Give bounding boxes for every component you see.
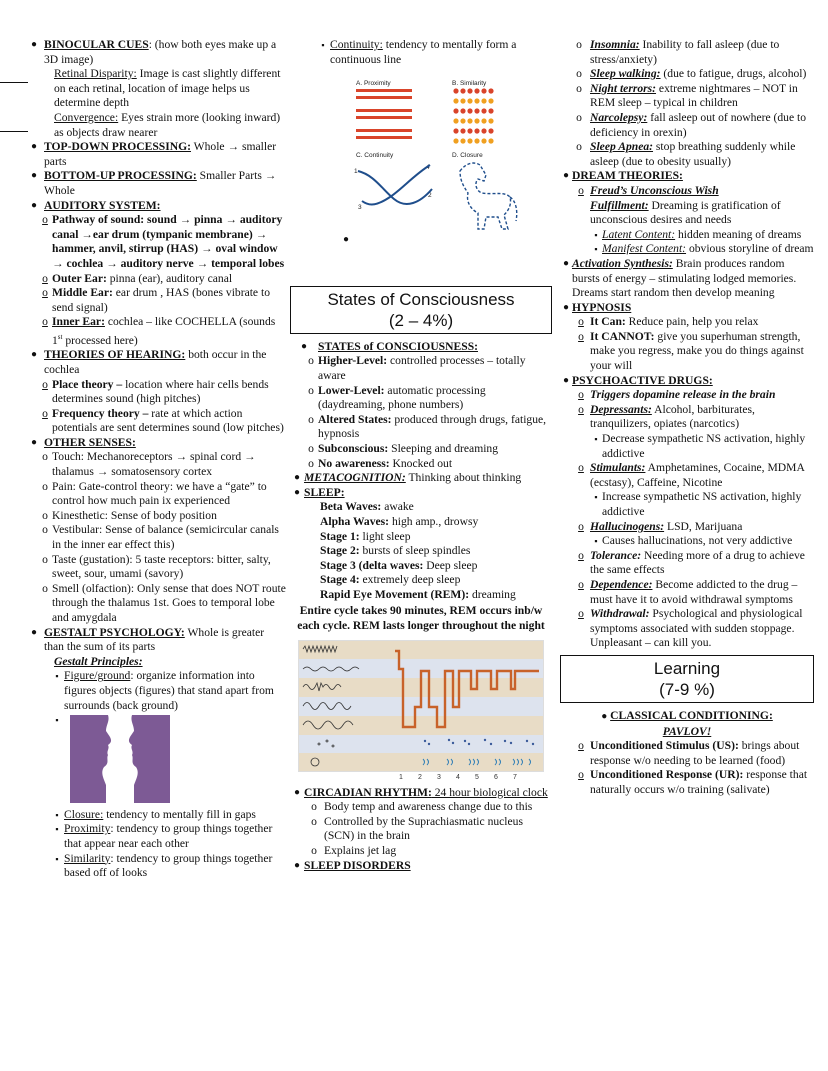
tolerance-item: o Tolerance: Needing more of a drug to achieve the same effects [560,549,814,578]
stage3-line: Stage 3 (delta waves: Deep sleep [320,558,478,572]
bullet-icon: ● [30,141,38,153]
circle-bullet-icon: o [42,450,48,464]
outer-ear-item: o Outer Ear: pinna (ear), auditory canal [24,272,286,287]
circle-bullet-icon: o [42,523,48,537]
us-item: o Unconditioned Stimulus (US): brings about response w/o needing to be learned (food) [560,739,814,768]
circle-bullet-icon: o [42,508,48,522]
circle-bullet-icon: o [308,383,314,397]
bullet-icon: ● [293,472,301,484]
circle-bullet-icon: o [42,552,48,566]
square-bullet-icon: ▪ [594,229,598,240]
square-bullet-icon: ▪ [55,715,59,726]
circle-bullet-icon: o [576,81,582,95]
empty-bullet [290,233,552,248]
circle-bullet-icon: o [578,402,584,416]
lower-level-item: o Lower-Level: automatic processing (daydreaming, phone numbers) [290,384,552,413]
proximity-diagram [356,89,412,139]
bullet-icon: ● [562,257,570,269]
circle-bullet-icon: o [578,461,584,475]
circle-bullet-icon: o [42,315,48,329]
column-3 [560,38,814,798]
circle-bullet-icon: o [576,110,582,124]
circle-bullet-icon: o [578,739,584,753]
column-2 [290,38,552,873]
alpha-line: Alpha Waves: high amp., drowsy [320,514,479,528]
frequency-theory-item: o Frequency theory – rate at which action potentials are sent determines sound (low pitches) [24,407,286,436]
no-awareness-item: o No awareness: Knocked out [290,457,552,472]
stage4-line: Stage 4: extremely deep sleep [320,573,461,587]
it-cannot-item: o It CANNOT: give you superhuman strength, make you regress, make you do things against your will [560,330,814,374]
stimulants-effect-item: ▪ Increase sympathetic NS activation, highly addictive [560,490,814,519]
kinesthetic-item: o Kinesthetic: Sense of body position [24,509,286,524]
circle-bullet-icon: o [578,768,584,782]
square-bullet-icon: ▪ [594,492,598,503]
learning-heading-box: Learning (7-9 %) [560,655,814,703]
body-temp-item: o Body temp and awareness change due to this [290,800,552,815]
altered-states-item: o Altered States: produced through drugs, fatigue, hypnosis [290,413,552,442]
taste-item: o Taste (gustation): 5 taste receptors: bitter, salty, sweet, sour, umami (savory) [24,553,286,582]
narcolepsy-item: o Narcolepsy: fall asleep out of nowhere (due to deficiency in orexin) [560,111,814,140]
circadian-item: ● CIRCADIAN RHYTHM: 24 hour biological clock [290,786,552,801]
circle-bullet-icon: o [42,479,48,493]
latent-content-item: ▪ Latent Content: hidden meaning of dreams [560,228,814,243]
bullet-icon: ● [601,710,608,722]
hallucinogens-item: o Hallucinogens: LSD, Marijuana [560,520,814,535]
circle-bullet-icon: o [308,456,314,470]
states-item: ● STATES of CONSCIOUSNESS: [290,340,552,355]
ur-item: o Unconditioned Response (UR): response that naturally occurs w/o training (salivate) [560,768,814,797]
square-bullet-icon: ▪ [594,434,598,445]
square-bullet-icon: ▪ [55,853,59,864]
top-down-item: ● TOP-DOWN PROCESSING: Whole → smaller parts [24,140,286,169]
vestibular-item: o Vestibular: Sense of balance (semicircular canals in the inner ear effect this) [24,523,286,552]
square-bullet-icon: ▪ [594,536,598,547]
circle-bullet-icon: o [308,441,314,455]
dopamine-item: o Triggers dopamine release in the brain [560,388,814,403]
continuity-diagram [358,165,432,204]
square-bullet-icon: ▪ [55,671,59,682]
closure-item: ▪ Closure: tendency to mentally fill in gaps [24,808,286,823]
touch-item: o Touch: Mechanoreceptors → spinal cord → thalamus → somatosensory cortex [24,450,286,479]
bullet-icon: ● [562,170,570,182]
pathway-item: o Pathway of sound: sound → pinna → auditory canal →ear drum (tympanic membrane) → hammer, anvil, stirrup (HAS) → oval window → cochlea → auditory nerve → temporal lobes [24,213,286,271]
sleep-disorders-item: ● SLEEP DISORDERS [290,859,552,874]
circle-bullet-icon: o [42,581,48,595]
circle-bullet-icon: o [308,354,314,368]
circle-bullet-icon: o [578,315,584,329]
bullet-icon: ● [293,486,301,498]
circle-bullet-icon: o [578,548,584,562]
pain-item: o Pain: Gate-control theory: we have a “gate” to control how much pain ix experienced [24,480,286,509]
similarity-diagram [453,89,493,144]
circle-bullet-icon: o [576,140,582,154]
stage1-line: Stage 1: light sleep [320,529,411,543]
proximity-label: A. Proximity [356,80,391,88]
square-bullet-icon: ▪ [55,824,59,835]
inner-ear-item: o Inner Ear: cochlea – like COCHELLA (sounds 1st processed here) [24,315,286,348]
circle-bullet-icon: o [42,286,48,300]
circle-bullet-icon: o [42,213,48,227]
night-terrors-item: o Night terrors: extreme nightmares – NOT in REM sleep – typical in children [560,82,814,111]
higher-level-item: o Higher-Level: controlled processes – totally aware [290,354,552,383]
retinal-disparity-item: Retinal Disparity: Image is cast slightly different on each retinal, location of image helps us determine depth [54,67,281,110]
cycle-note: Entire cycle takes 90 minutes, REM occurs inb/w each cycle. REM lasts longer throughout the night [297,604,545,633]
continuity-item: ▪ Continuity: tendency to mentally form a continuous line [290,38,552,67]
subconscious-item: o Subconscious: Sleeping and dreaming [290,442,552,457]
jet-lag-item: o Explains jet lag [290,844,552,859]
bullet-icon: ● [30,170,38,182]
convergence-item: Convergence: Eyes strain more (looking inward) as objects draw nearer [54,110,281,139]
bullet-icon: ● [300,340,308,352]
dream-theories-item: ● DREAM THEORIES: [560,169,814,184]
smell-item: o Smell (olfaction): Only sense that does NOT route through the thalamus 1st. Goes to temporal lobe and amygdala [24,582,286,626]
other-senses-item: ● OTHER SENSES: [24,436,286,451]
similarity-item: ▪ Similarity: tendency to group things together based off of looks [24,852,286,881]
circle-bullet-icon: o [578,577,584,591]
bullet-icon: ● [30,626,38,638]
circle-bullet-icon: o [578,607,584,621]
theories-hearing-item: ● THEORIES OF HEARING: both occur in the cochlea [24,348,286,377]
psychoactive-drugs-item: ● PSYCHOACTIVE DRUGS: [560,374,814,389]
binocular-cues-item: ● BINOCULAR CUES: (how both eyes make up a 3D image) [24,38,286,67]
stage2-line: Stage 2: bursts of sleep spindles [320,544,471,558]
circle-bullet-icon: o [311,844,317,858]
metacognition-item: ● METACOGNITION: Thinking about thinking [290,471,552,486]
faces-vase-illusion [70,715,170,803]
withdrawal-item: o Withdrawal: Psychological and physiological symptoms associated with sudden stoppage. Unpleasant – can kill you. [560,607,814,651]
bullet-icon: ● [30,436,38,448]
depressants-item: o Depressants: Alcohol, barbiturates, tranquilizers, opiates (narcotics) [560,403,814,432]
bullet-icon: ● [293,859,301,871]
bullet-icon: ● [30,199,38,211]
bullet-icon: ● [562,301,570,313]
it-can-item: o It Can: Reduce pain, help you relax [560,315,814,330]
circle-bullet-icon: o [42,406,48,420]
circle-bullet-icon: o [578,183,584,197]
circle-bullet-icon: o [576,38,582,51]
closure-diagram [460,163,517,229]
continuity-label: C. Continuity [356,152,394,160]
circle-bullet-icon: o [42,377,48,391]
square-bullet-icon: ▪ [55,809,59,820]
bottom-up-item: ● BOTTOM-UP PROCESSING: Smaller Parts → Whole [24,169,286,198]
square-bullet-icon: ▪ [594,244,598,255]
auditory-system-item: ● AUDITORY SYSTEM: [24,199,286,214]
sleep-item: ● SLEEP: [290,486,552,501]
activation-synthesis-item: ● Activation Synthesis: Brain produces random bursts of energy – stimulating lodged memories. Dreams start random then develop meaning [560,257,814,301]
sleep-apnea-item: o Sleep Apnea: stop breathing suddenly while asleep (due to obesity usually) [560,140,814,169]
pavlov-line: PAVLOV! [662,724,712,738]
classical-conditioning-item: ● CLASSICAL CONDITIONING: [601,708,773,722]
depressants-effect-item: ▪ Decrease sympathetic NS activation, highly addictive [560,432,814,461]
circle-bullet-icon: o [578,519,584,533]
beta-line: Beta Waves: awake [320,500,414,514]
gestalt-principles-heading: Gestalt Principles: [54,654,143,668]
hypnosis-item: ● HYPNOSIS [560,301,814,316]
place-theory-item: o Place theory – location where hair cells bends determines sound (high pitches) [24,378,286,407]
gestalt-diagrams [290,71,530,233]
stimulants-item: o Stimulants: Amphetamines, Cocaine, MDMA (ecstasy), Caffeine, Nicotine [560,461,814,490]
sleep-cycle-chart: 1 2 3 4 5 6 7 [298,640,544,772]
freud-item: o Freud’s Unconscious Wish Fulfillment: Dreaming is gratification of unconscious desires and needs [560,184,814,228]
states-heading-box: States of Consciousness (2 – 4%) [290,286,552,334]
manifest-content-item: ▪ Manifest Content: obvious storyline of dream [560,242,814,257]
hallucinogens-effect-item: ▪ Causes hallucinations, not very addictive [560,534,814,549]
sleep-stages [290,500,552,602]
circle-bullet-icon: o [311,800,317,814]
rem-line: Rapid Eye Movement (REM): dreaming [320,587,516,601]
proximity-item: ▪ Proximity: tendency to group things together that appear near each other [24,822,286,851]
circle-bullet-icon: o [578,329,584,343]
circle-bullet-icon: o [42,271,48,285]
figure-ground-item: ▪ Figure/ground: organize information into figures objects (figures) that stand apart from surrounds (back ground) [24,669,286,713]
dependence-item: o Dependence: Become addicted to the drug – must have it to avoid withdrawal symptoms [560,578,814,607]
circle-bullet-icon: o [576,67,582,81]
bullet-icon: ● [30,39,38,50]
gestalt-figure: A. Proximity B. Similarity C. Continuity D. Closure 1 4 2 3 [290,71,552,233]
bullet-icon: ● [30,349,38,361]
figure-ground-image-item [24,713,286,808]
closure-label: D. Closure [452,152,483,160]
bullet-icon: ● [293,786,301,798]
sleep-cycle-graph [299,641,543,771]
middle-ear-item: o Middle Ear: ear drum , HAS (bones vibrate to send signal) [24,286,286,315]
insomnia-item: o Insomnia: Inability to fall asleep (due to stress/anxiety) [560,38,814,67]
circle-bullet-icon: o [578,388,584,402]
bullet-icon: ● [342,234,350,246]
bullet-icon: ● [562,374,570,386]
circle-bullet-icon: o [308,412,314,426]
gestalt-item: ● GESTALT PSYCHOLOGY: Whole is greater than the sum of its parts [24,626,286,655]
sleep-walking-item: o Sleep walking: (due to fatigue, drugs, alcohol) [560,67,814,82]
similarity-label: B. Similarity [452,80,487,88]
column-1 [24,38,286,881]
circle-bullet-icon: o [311,814,317,828]
square-bullet-icon: ▪ [321,40,325,50]
scn-item: o Controlled by the Suprachiasmatic nucleus (SCN) in the brain [290,815,552,844]
